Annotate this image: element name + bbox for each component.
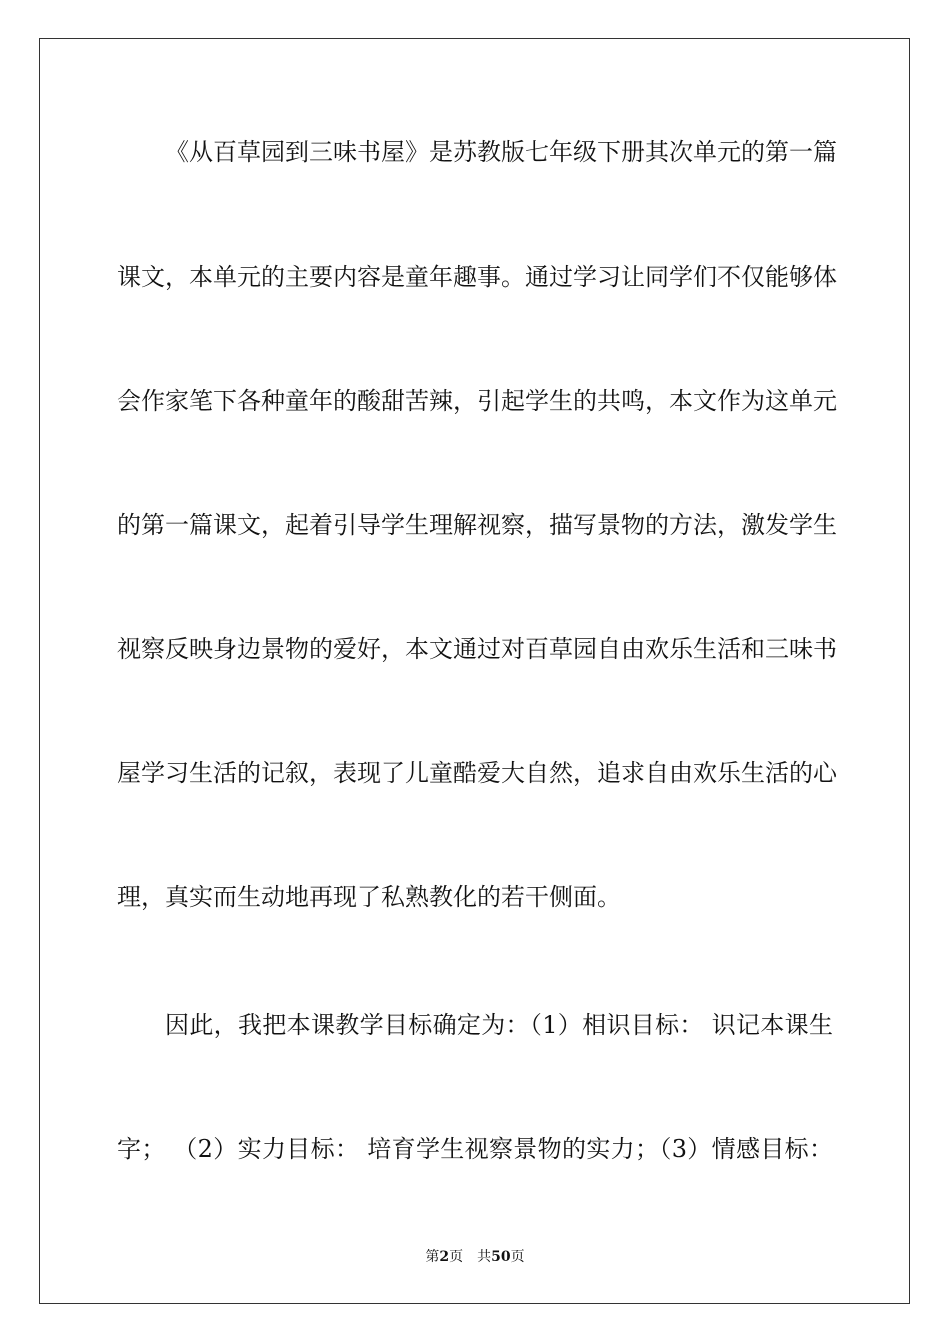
paragraph-2-line-1: 因此，我把本课教学目标确定为：（1）相识目标： 识记本课生 [165, 1011, 833, 1039]
footer-total-suffix: 页 [510, 1249, 525, 1265]
paragraph-1-line-2: 课文，本单元的主要内容是童年趣事。通过学习让同学们不仅能够体 [117, 263, 837, 291]
paragraph-1-line-5: 视察反映身边景物的爱好，本文通过对百草园自由欢乐生活和三味书 [117, 635, 837, 663]
footer-total-pages: 50 [491, 1249, 511, 1265]
paragraph-1-line-6: 屋学习生活的记叙，表现了儿童酷爱大自然，追求自由欢乐生活的心 [117, 759, 837, 787]
paragraph-1-line-7: 理，真实而生动地再现了私熟教化的若干侧面。 [117, 883, 621, 911]
footer-total-prefix: 共 [477, 1249, 492, 1265]
paragraph-2-line-2: 字； （2）实力目标： 培育学生视察景物的实力；（3）情感目标： [117, 1135, 833, 1163]
paragraph-1-line-4: 的第一篇课文，起着引导学生理解视察，描写景物的方法，激发学生 [117, 511, 837, 539]
footer-page-suffix: 页 [449, 1249, 464, 1265]
paragraph-1-line-1: 《从百草园到三味书屋》是苏教版七年级下册其次单元的第一篇 [165, 138, 837, 166]
footer-page-number: 2 [439, 1249, 450, 1265]
paragraph-1-line-3: 会作家笔下各种童年的酸甜苦辣，引起学生的共鸣，本文作为这单元 [117, 387, 837, 415]
page-footer [0, 1246, 950, 1266]
footer-page-prefix: 第 [425, 1249, 440, 1265]
page-border [39, 38, 910, 1304]
